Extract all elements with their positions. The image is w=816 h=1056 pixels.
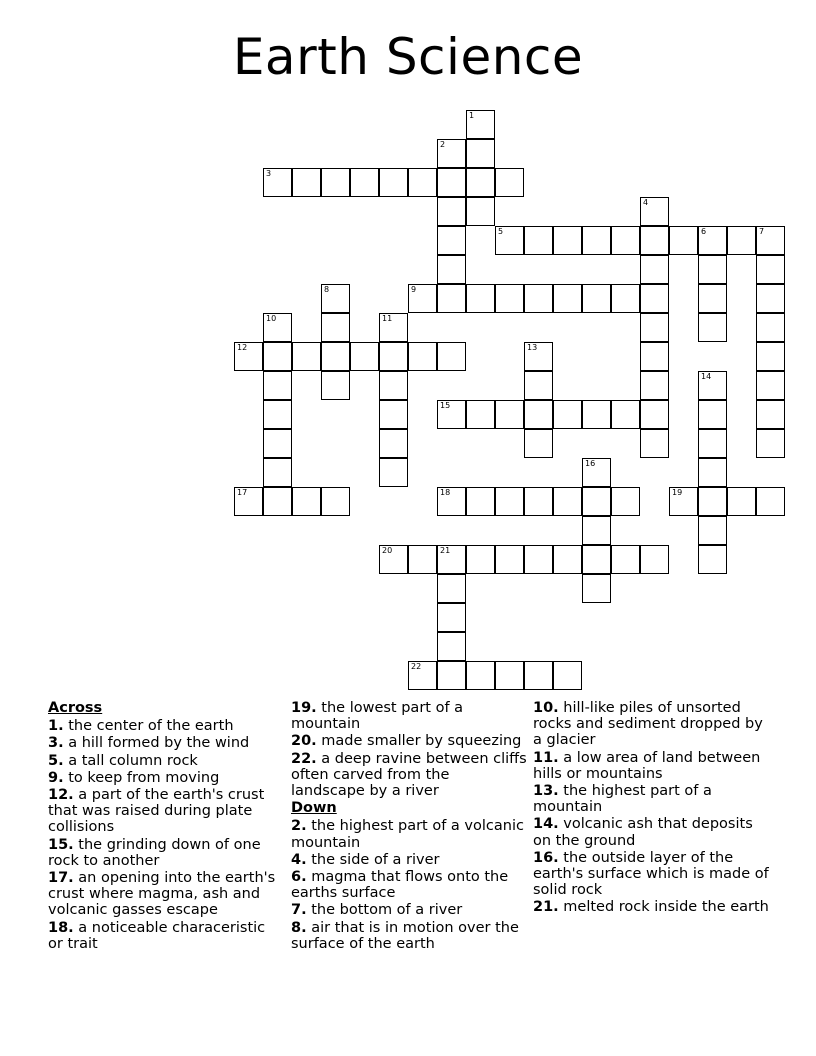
clue-item: [533, 816, 773, 848]
grid-cell[interactable]: [640, 255, 669, 284]
grid-cell[interactable]: [698, 545, 727, 574]
clue-number: 3: [266, 169, 272, 178]
grid-cell[interactable]: [466, 284, 495, 313]
clue-text: the highest part of a volcanic mountain: [291, 818, 524, 851]
clue-text: an opening into the earth's crust where magma, ash and volcanic gasses escape: [48, 870, 276, 919]
clue-text: a tall column rock: [63, 752, 198, 769]
grid-cell[interactable]: [263, 371, 292, 400]
clue-number: 8.: [291, 919, 307, 936]
clue-text: melted rock inside the earth: [558, 899, 769, 916]
grid-cell[interactable]: [466, 487, 495, 516]
clue-number: 10.: [533, 700, 559, 716]
grid-cell[interactable]: [437, 197, 466, 226]
grid-cell[interactable]: [553, 661, 582, 690]
grid-cell[interactable]: [582, 458, 611, 487]
grid-cell[interactable]: [263, 400, 292, 429]
clue-number: 5.: [48, 752, 64, 769]
grid-cell[interactable]: [379, 545, 408, 574]
clue-item: [291, 818, 527, 850]
grid-cell[interactable]: [553, 226, 582, 255]
grid-cell[interactable]: [582, 545, 611, 574]
across-clue-list-continued: [291, 700, 527, 799]
grid-cell[interactable]: [698, 429, 727, 458]
clue-item: [48, 770, 280, 786]
grid-cell[interactable]: [669, 226, 698, 255]
grid-cell[interactable]: [553, 487, 582, 516]
grid-cell[interactable]: [524, 487, 553, 516]
grid-cell[interactable]: [437, 545, 466, 574]
clue-number: 16.: [533, 849, 559, 866]
clue-text: the center of the earth: [63, 718, 234, 735]
grid-cell[interactable]: [234, 487, 263, 516]
clue-item: [533, 700, 773, 749]
grid-cell[interactable]: [466, 139, 495, 168]
clue-text: the outside layer of the earth's surface which is made of solid rock: [533, 849, 769, 899]
grid-cell[interactable]: [756, 342, 785, 371]
grid-cell[interactable]: [582, 226, 611, 255]
grid-cell[interactable]: [698, 313, 727, 342]
grid-cell[interactable]: [611, 400, 640, 429]
clue-item: [48, 920, 280, 952]
grid-cell[interactable]: [437, 139, 466, 168]
clue-item: [291, 852, 527, 868]
grid-cell[interactable]: [437, 400, 466, 429]
grid-cell[interactable]: [756, 226, 785, 255]
clue-number: 7.: [291, 902, 307, 919]
grid-cell[interactable]: [495, 284, 524, 313]
clue-item: [291, 902, 527, 918]
clue-number: 12.: [48, 787, 74, 804]
grid-cell[interactable]: [756, 371, 785, 400]
grid-cell[interactable]: [408, 168, 437, 197]
grid-cell[interactable]: [263, 313, 292, 342]
grid-cell[interactable]: [263, 458, 292, 487]
clue-item: [48, 787, 280, 836]
grid-cell[interactable]: [669, 487, 698, 516]
clue-item: [533, 783, 773, 815]
clue-number: 14.: [533, 816, 559, 833]
clue-text: a part of the earth's crust that was raised during plate collisions: [48, 787, 265, 836]
clue-number: 22.: [291, 750, 317, 767]
grid-cell[interactable]: [698, 284, 727, 313]
down-clue-list: [291, 818, 527, 952]
grid-cell[interactable]: [524, 284, 553, 313]
grid-cell[interactable]: [321, 168, 350, 197]
clue-number: 2: [440, 140, 446, 149]
grid-cell[interactable]: [408, 545, 437, 574]
grid-cell[interactable]: [437, 487, 466, 516]
clue-number: 10: [266, 314, 277, 323]
grid-cell[interactable]: [611, 545, 640, 574]
clue-number: 7: [759, 227, 765, 236]
grid-cell[interactable]: [640, 545, 669, 574]
grid-cell[interactable]: [698, 255, 727, 284]
grid-cell[interactable]: [437, 342, 466, 371]
grid-cell[interactable]: [437, 661, 466, 690]
grid-cell[interactable]: [234, 342, 263, 371]
clue-item: [533, 899, 773, 915]
clue-item: [291, 733, 527, 749]
grid-cell[interactable]: [698, 516, 727, 545]
grid-cell[interactable]: [408, 284, 437, 313]
clue-text: a noticeable characeristic or trait: [48, 919, 266, 952]
clue-item: [291, 700, 527, 732]
grid-cell[interactable]: [582, 516, 611, 545]
grid-cell[interactable]: [379, 342, 408, 371]
clue-text: the highest part of a mountain: [533, 783, 712, 816]
grid-cell[interactable]: [437, 284, 466, 313]
grid-cell[interactable]: [466, 197, 495, 226]
grid-cell[interactable]: [727, 487, 756, 516]
clue-item: [291, 751, 527, 800]
grid-cell[interactable]: [611, 226, 640, 255]
clue-number: 19: [672, 488, 683, 497]
grid-cell[interactable]: [553, 400, 582, 429]
grid-cell[interactable]: [756, 313, 785, 342]
grid-cell[interactable]: [495, 661, 524, 690]
grid-cell[interactable]: [756, 429, 785, 458]
grid-cell[interactable]: [321, 371, 350, 400]
grid-cell[interactable]: [292, 342, 321, 371]
grid-cell[interactable]: [437, 226, 466, 255]
grid-cell[interactable]: [611, 284, 640, 313]
clue-text: the side of a river: [306, 851, 440, 868]
grid-cell[interactable]: [582, 574, 611, 603]
grid-cell[interactable]: [524, 545, 553, 574]
grid-cell[interactable]: [466, 168, 495, 197]
grid-cell[interactable]: [698, 400, 727, 429]
clue-item: [291, 920, 527, 952]
grid-cell[interactable]: [321, 342, 350, 371]
grid-cell[interactable]: [379, 429, 408, 458]
clue-number: 13: [527, 343, 538, 352]
clue-number: 6.: [291, 869, 307, 886]
grid-cell[interactable]: [640, 313, 669, 342]
grid-cell[interactable]: [379, 458, 408, 487]
grid-cell[interactable]: [582, 284, 611, 313]
clue-text: the bottom of a river: [306, 902, 463, 919]
grid-cell[interactable]: [698, 226, 727, 255]
grid-cell[interactable]: [524, 400, 553, 429]
clue-number: 8: [324, 285, 330, 294]
grid-cell[interactable]: [495, 400, 524, 429]
grid-cell[interactable]: [466, 661, 495, 690]
grid-cell[interactable]: [437, 574, 466, 603]
grid-cell[interactable]: [408, 342, 437, 371]
grid-cell[interactable]: [524, 371, 553, 400]
clue-text: made smaller by squeezing: [316, 733, 522, 750]
clue-number: 17: [237, 488, 248, 497]
grid-cell[interactable]: [437, 632, 466, 661]
clue-number: 2.: [291, 818, 307, 835]
clue-item: [533, 750, 773, 782]
grid-cell[interactable]: [582, 400, 611, 429]
clue-item: [48, 735, 280, 751]
across-heading: Across: [48, 700, 103, 716]
clue-number: 18.: [48, 919, 74, 936]
grid-cell[interactable]: [495, 545, 524, 574]
clue-number: 20.: [291, 733, 317, 750]
clue-number: 18: [440, 488, 451, 497]
clue-item: [291, 869, 527, 901]
grid-cell[interactable]: [582, 487, 611, 516]
grid-cell[interactable]: [321, 313, 350, 342]
grid-cell[interactable]: [292, 168, 321, 197]
clue-number: 1: [469, 111, 475, 120]
clue-text: volcanic ash that deposits on the ground: [533, 816, 753, 849]
clue-number: 13.: [533, 783, 559, 800]
clue-item: [48, 870, 280, 919]
clue-number: 4.: [291, 851, 307, 868]
clue-number: 15.: [48, 836, 74, 853]
clue-text: a hill formed by the wind: [63, 735, 250, 752]
grid-cell[interactable]: [379, 168, 408, 197]
grid-cell[interactable]: [698, 458, 727, 487]
grid-cell[interactable]: [263, 342, 292, 371]
down-clue-list-continued: [533, 700, 773, 916]
grid-cell[interactable]: [611, 487, 640, 516]
clue-number: 3.: [48, 735, 64, 752]
grid-cell[interactable]: [756, 400, 785, 429]
grid-cell[interactable]: [524, 429, 553, 458]
grid-cell[interactable]: [350, 168, 379, 197]
grid-cell[interactable]: [321, 284, 350, 313]
clue-number: 4: [643, 198, 649, 207]
clues-column-3: [533, 700, 773, 917]
grid-cell[interactable]: [495, 226, 524, 255]
clues-column-1: [48, 700, 280, 953]
grid-cell[interactable]: [408, 661, 437, 690]
clue-text: a low area of land between hills or mountains: [533, 749, 761, 782]
clue-text: the lowest part of a mountain: [291, 700, 464, 733]
grid-cell[interactable]: [640, 400, 669, 429]
down-heading: Down: [291, 800, 337, 817]
clue-number: 19.: [291, 700, 317, 716]
grid-cell[interactable]: [292, 487, 321, 516]
clue-number: 22: [411, 662, 422, 671]
grid-cell[interactable]: [263, 429, 292, 458]
clue-number: 1.: [48, 718, 64, 735]
grid-cell[interactable]: [553, 545, 582, 574]
grid-cell[interactable]: [553, 284, 582, 313]
grid-cell[interactable]: [437, 255, 466, 284]
grid-cell[interactable]: [466, 110, 495, 139]
clue-text: the grinding down of one rock to another: [48, 836, 261, 869]
grid-cell[interactable]: [321, 487, 350, 516]
grid-cell[interactable]: [640, 429, 669, 458]
clue-text: air that is in motion over the surface of the earth: [291, 919, 519, 952]
grid-cell[interactable]: [640, 197, 669, 226]
grid-cell[interactable]: [263, 168, 292, 197]
grid-cell[interactable]: [379, 371, 408, 400]
clue-item: [48, 753, 280, 769]
grid-cell[interactable]: [727, 226, 756, 255]
clue-number: 6: [701, 227, 707, 236]
grid-cell[interactable]: [524, 342, 553, 371]
grid-cell[interactable]: [379, 400, 408, 429]
clue-number: 21: [440, 546, 451, 555]
grid-cell[interactable]: [263, 487, 292, 516]
grid-cell[interactable]: [350, 342, 379, 371]
across-clue-list: [48, 718, 280, 952]
grid-cell[interactable]: [379, 313, 408, 342]
grid-cell[interactable]: [698, 371, 727, 400]
clue-number: 9.: [48, 769, 64, 786]
grid-cell[interactable]: [524, 226, 553, 255]
clue-number: 5: [498, 227, 504, 236]
clue-item: [48, 837, 280, 869]
clue-number: 16: [585, 459, 596, 468]
grid-cell[interactable]: [466, 545, 495, 574]
clue-number: 9: [411, 285, 417, 294]
grid-cell[interactable]: [524, 661, 553, 690]
grid-cell[interactable]: [495, 168, 524, 197]
grid-cell[interactable]: [640, 342, 669, 371]
page-title: Earth Science: [232, 28, 584, 86]
grid-cell[interactable]: [640, 284, 669, 313]
grid-cell[interactable]: [495, 487, 524, 516]
grid-cell[interactable]: [756, 255, 785, 284]
clue-number: 15: [440, 401, 451, 410]
grid-cell[interactable]: [640, 226, 669, 255]
clue-text: to keep from moving: [63, 769, 220, 786]
clue-text: hill-like piles of unsorted rocks and sediment dropped by a glacier: [533, 700, 763, 749]
clue-number: 11: [382, 314, 393, 323]
grid-cell[interactable]: [756, 284, 785, 313]
clue-item: [533, 850, 773, 899]
grid-cell[interactable]: [437, 603, 466, 632]
grid-cell[interactable]: [640, 371, 669, 400]
grid-cell[interactable]: [698, 487, 727, 516]
clue-number: 11.: [533, 749, 559, 766]
clue-number: 21.: [533, 899, 559, 916]
clue-number: 17.: [48, 870, 74, 887]
clue-text: a deep ravine between cliffs often carved from the landscape by a river: [291, 750, 527, 800]
clues-column-2: [291, 700, 527, 953]
grid-cell[interactable]: [437, 168, 466, 197]
grid-cell[interactable]: [756, 487, 785, 516]
clue-number: 20: [382, 546, 393, 555]
grid-cell[interactable]: [466, 400, 495, 429]
clue-text: magma that flows onto the earths surface: [291, 869, 509, 902]
clue-number: 14: [701, 372, 712, 381]
clue-item: [48, 718, 280, 734]
clue-number: 12: [237, 343, 248, 352]
